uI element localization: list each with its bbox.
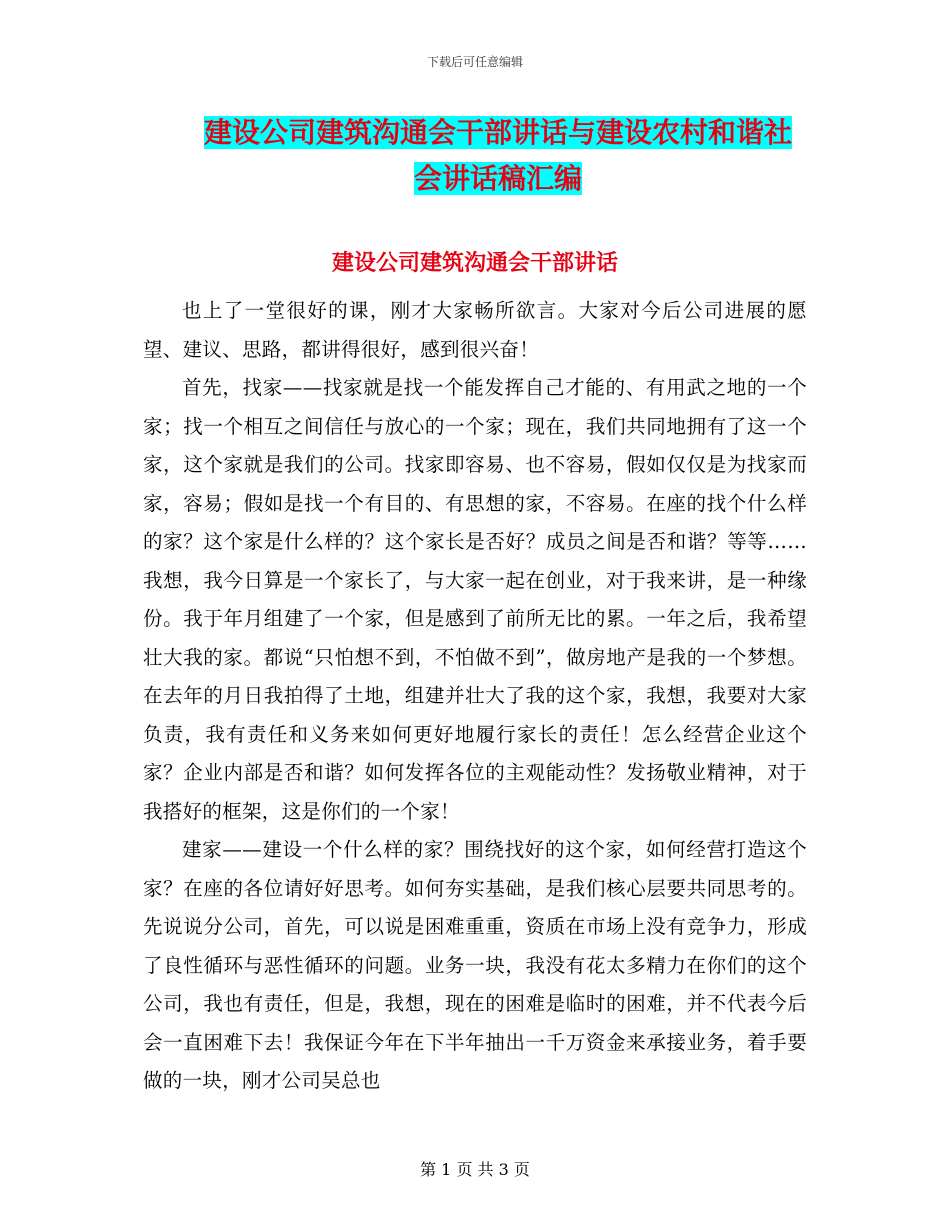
body-text	[143, 292, 807, 1101]
header-note: 下载后可任意编辑	[426, 55, 523, 69]
paragraph: 也上了一堂很好的课，刚才大家畅所欲言。大家对今后公司进展的愿望、建议、思路，都讲得很好，感到很兴奋！	[143, 299, 807, 361]
page-footer: 第 1 页 共 3 页	[420, 1160, 530, 1179]
document-title	[192, 110, 804, 202]
section-title: 建设公司建筑沟通会干部讲话	[331, 251, 618, 276]
paragraph: 建家——建设一个什么样的家？围绕找好的这个家，如何经营打造这个家？在座的各位请好好思考。如何夯实基础，是我们核心层要共同思考的。先说说分公司，首先，可以说是困难重重，资质在市场上没有竞争力，形成了良性循环与恶性循环的问题。业务一块，我没有花太多精力在你们的这个公司，我也有责任，但是，我想，现在的困难是临时的困难，并不代表今后会一直困难下去！我保证今年在下半年抽出一千万资金来承接业务，着手要做的一块，刚才公司吴总也	[143, 838, 807, 1092]
document-title-text: 建设公司建筑沟通会干部讲话与建设农村和谐社会讲话稿汇编	[203, 116, 792, 195]
paragraph: 首先，找家——找家就是找一个能发挥自己才能的、有用武之地的一个家；找一个相互之间信任与放心的一个家；现在，我们共同地拥有了这一个家，这个家就是我们的公司。找家即容易、也不容易，假如仅仅是为找家而家，容易；假如是找一个有目的、有思想的家，不容易。在座的找个什么样的家？这个家是什么样的？这个家长是否好？成员之间是否和谐？等等……我想，我今日算是一个家长了，与大家一起在创业，对于我来讲，是一种缘份。我于年月组建了一个家，但是感到了前所无比的累。一年之后，我希望壮大我的家。都说“只怕想不到，不怕做不到”，做房地产是我的一个梦想。在去年的月日我拍得了土地，组建并壮大了我的这个家，我想，我要对大家负责，我有责任和义务来如何更好地履行家长的责任！怎么经营企业这个家？企业内部是否和谐？如何发挥各位的主观能动性？发扬敬业精神，对于我搭好的框架，这是你们的一个家！	[143, 376, 807, 823]
